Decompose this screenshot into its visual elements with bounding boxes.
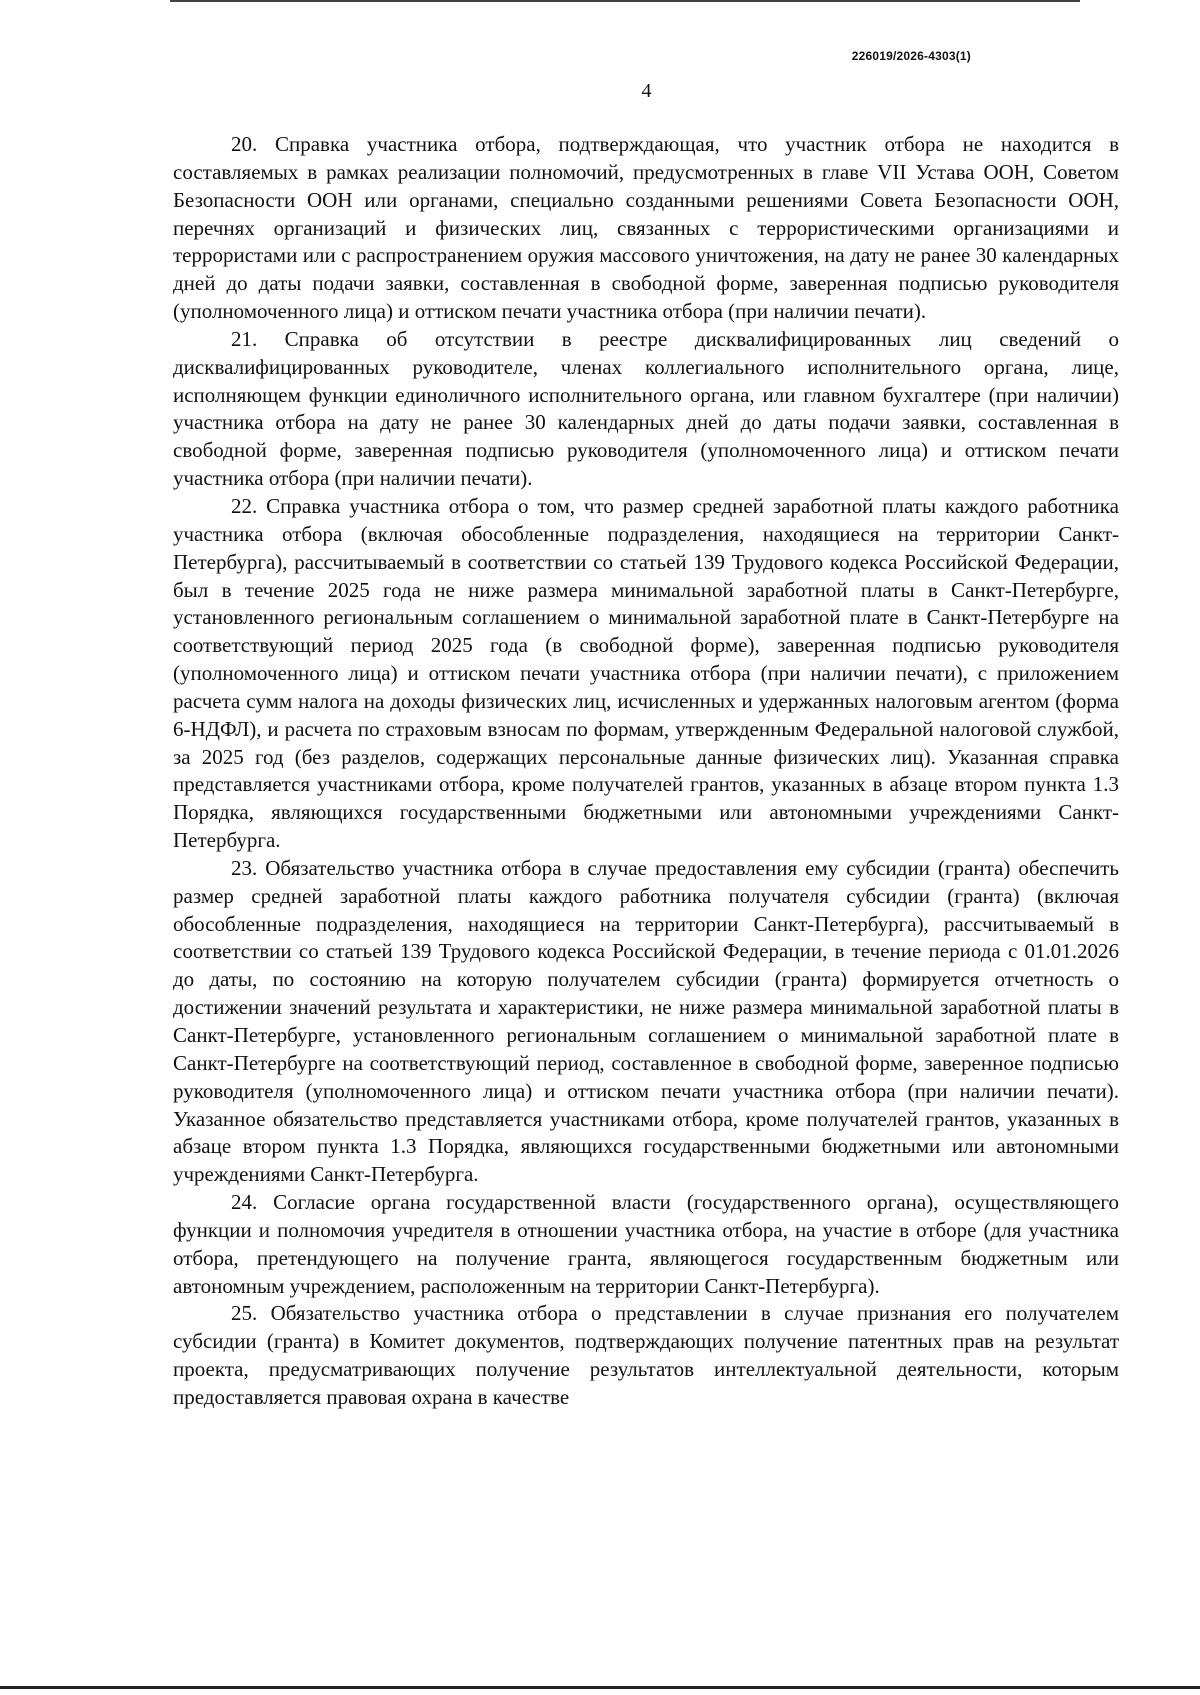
- document-body: [173, 131, 1119, 1412]
- paragraph-21: 21. Справка об отсутствии в реестре дисквалифицированных лиц сведений о дисквалифицированных руководителе, членах коллегиального исполнительного органа, лице, исполняющем функции единоличного исполнительного органа, или главном бухгалтере (при наличии) участника отбора на дату не ранее 30 календарных дней до даты подачи заявки, составленная в свободной форме, заверенная подписью руководителя (уполномоченного лица) и оттиском печати участника отбора (при наличии печати).: [173, 326, 1119, 491]
- scan-edge-top: [170, 0, 1080, 5]
- document-registration-number: 226019/2026-4303(1): [851, 49, 971, 63]
- scan-edge-bottom: [0, 1686, 1200, 1689]
- paragraph-23: 23. Обязательство участника отбора в случае предоставления ему субсидии (гранта) обеспечить размер средней заработной платы каждого работника получателя субсидии (гранта) (включая обособленные подразделения, находящиеся на территории Санкт-Петербурга), рассчитываемый в соответствии со статьей 139 Трудового кодекса Российской Федерации, в течение периода с 01.01.2026 до даты, по состоянию на которую получателем субсидии (гранта) формируется отчетность о достижении значений результата и характеристики, не ниже размера минимальной заработной платы в Санкт-Петербурге, установленного региональным соглашением о минимальной заработной плате в Санкт-Петербурге на соответствующий период, составленное в свободной форме, заверенное подписью руководителя (уполномоченного лица) и оттиском печати участника отбора (при наличии печати). Указанное обязательство представляется участниками отбора, кроме получателей грантов, указанных в абзаце втором пункта 1.3 Порядка, являющихся государственными бюджетными или автономными учреждениями Санкт-Петербурга.: [173, 855, 1119, 1187]
- paragraph-24: 24. Согласие органа государственной власти (государственного органа), осуществляющего функции и полномочия учредителя в отношении участника отбора, на участие в отборе (для участника отбора, претендующего на получение гранта, являющегося государственным бюджетным или автономным учреждением, расположенным на территории Санкт-Петербурга).: [173, 1190, 1119, 1298]
- page-number: 4: [641, 80, 652, 102]
- paragraph-20: 20. Справка участника отбора, подтверждающая, что участник отбора не находится в составляемых в рамках реализации полномочий, предусмотренных в главе VII Устава ООН, Советом Безопасности ООН или органами, специально созданными решениями Совета Безопасности ООН, перечнях организаций и физических лиц, связанных с террористическими организациями и террористами или с распространением оружия массового уничтожения, на дату не ранее 30 календарных дней до даты подачи заявки, составленная в свободной форме, заверенная подписью руководителя (уполномоченного лица) и оттиском печати участника отбора (при наличии печати).: [173, 132, 1119, 324]
- paragraph-22: 22. Справка участника отбора о том, что размер средней заработной платы каждого работника участника отбора (включая обособленные подразделения, находящиеся на территории Санкт-Петербурга), рассчитываемый в соответствии со статьей 139 Трудового кодекса Российской Федерации, был в течение 2025 года не ниже размера минимальной заработной платы в Санкт-Петербурге, установленного региональным соглашением о минимальной заработной плате в Санкт-Петербурге на соответствующий период 2025 года (в свободной форме), заверенная подписью руководителя (уполномоченного лица) и оттиском печати участника отбора (при наличии печати), с приложением расчета сумм налога на доходы физических лиц, исчисленных и удержанных налоговым агентом (форма 6-НДФЛ), и расчета по страховым взносам по формам, утвержденным Федеральной налоговой службой, за 2025 год (без разделов, содержащих персональные данные физических лиц). Указанная справка представляется участниками отбора, кроме получателей грантов, указанных в абзаце втором пункта 1.3 Порядка, являющихся государственными бюджетными или автономными учреждениями Санкт-Петербурга.: [173, 493, 1119, 853]
- paragraph-25: 25. Обязательство участника отбора о представлении в случае признания его получателем субсидии (гранта) в Комитет документов, подтверждающих получение патентных прав на результат проекта, предусматривающих получение результатов интеллектуальной деятельности, которым предоставляется правовая охрана в качестве: [173, 1301, 1119, 1409]
